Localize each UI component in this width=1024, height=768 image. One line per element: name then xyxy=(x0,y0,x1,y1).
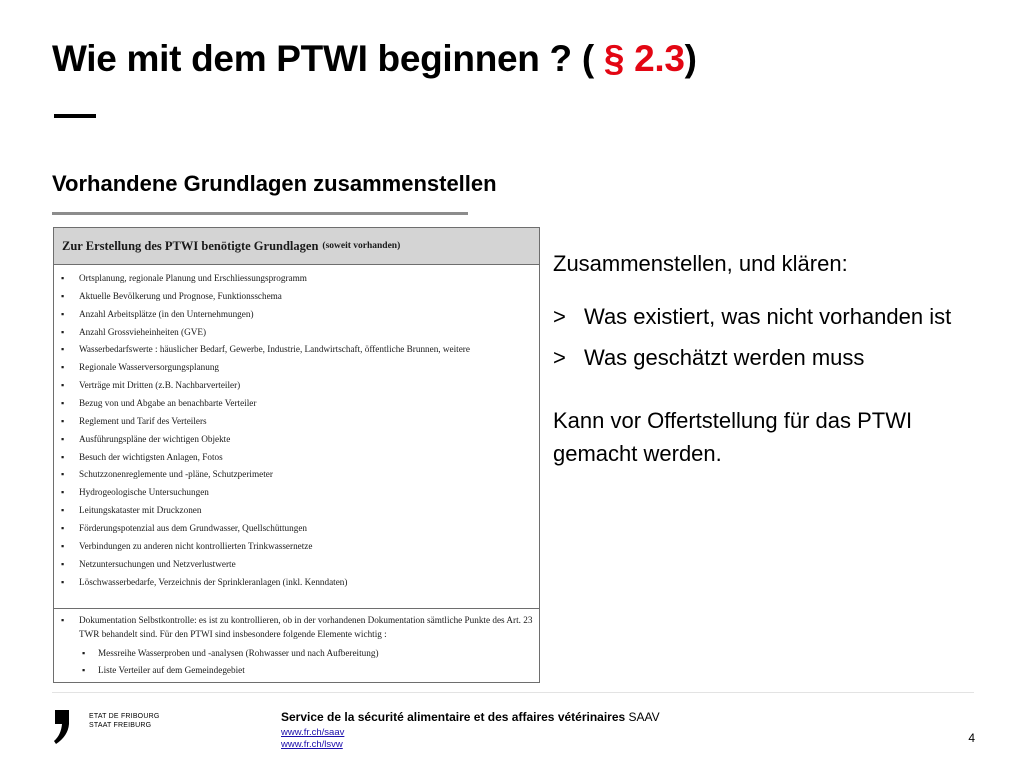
bullet-marker: > xyxy=(553,304,566,329)
table-footer-sub-item: ▪ Messreihe Wasserproben und -analysen (Rohwasser und nach Aufbereitung) xyxy=(54,645,539,662)
page-number: 4 xyxy=(968,731,975,745)
intro-text: Zusammenstellen, und klären: xyxy=(553,251,848,276)
slide-title xyxy=(52,38,697,80)
bullet-item xyxy=(553,341,993,374)
table-row: ▪ Netzuntersuchungen und Netzverlustwerte xyxy=(54,556,539,574)
table-header-title: Zur Erstellung des PTWI benötigte Grundlagen xyxy=(62,238,319,253)
table-header-note: (soweit vorhanden) xyxy=(322,241,401,251)
bullet-text: Was geschätzt werden muss xyxy=(584,345,865,370)
table-row: ▪ Ortsplanung, regionale Planung und Erschliessungsprogramm xyxy=(54,270,539,288)
table-row: ▪ Aktuelle Bevölkerung und Prognose, Funktionsschema xyxy=(54,288,539,306)
logo-line-de: STAAT FREIBURG xyxy=(89,722,152,729)
service-name xyxy=(281,710,660,724)
title-close-paren: ) xyxy=(684,38,697,79)
table-footer-sublist xyxy=(54,645,539,679)
logo-line-fr: ETAT DE FRIBOURG xyxy=(89,713,160,720)
table-row: ▪ Verträge mit Dritten (z.B. Nachbarverteiler) xyxy=(54,377,539,395)
table-row: ▪ Bezug von und Abgabe an benachbarte Verteiler xyxy=(54,395,539,413)
title-dash xyxy=(54,114,96,118)
closing-text: Kann vor Offertstellung für das PTWI gemacht werden. xyxy=(553,408,913,466)
table-row: ▪ Löschwasserbedarfe, Verzeichnis der Sprinkleranlagen (inkl. Kenndaten) xyxy=(54,574,539,592)
table-row: ▪ Hydrogeologische Untersuchungen xyxy=(54,484,539,502)
table-row: ▪ Besuch der wichtigsten Anlagen, Fotos xyxy=(54,449,539,467)
table-row: ▪ Wasserbedarfswerte : häuslicher Bedarf, Gewerbe, Industrie, Landwirtschaft, öffentliche Brunnen, weitere xyxy=(54,341,539,359)
link-saav[interactable]: www.fr.ch/saav xyxy=(281,727,345,738)
bullet-marker: > xyxy=(553,345,566,370)
table-item-list xyxy=(54,265,539,591)
logo-text xyxy=(89,712,159,730)
bullet-list xyxy=(553,300,993,374)
table-footer-sub-item: ▪ Liste Verteiler auf dem Gemeindegebiet xyxy=(54,662,539,679)
bullet-item xyxy=(553,300,993,333)
table-row: ▪ Anzahl Arbeitsplätze (in den Unternehmungen) xyxy=(54,306,539,324)
subtitle-rule xyxy=(52,212,468,215)
footer-links xyxy=(281,727,344,751)
table-row: ▪ Ausführungspläne der wichtigen Objekte xyxy=(54,431,539,449)
table-row: ▪ Förderungspotenzial aus dem Grundwasser, Quellschüttungen xyxy=(54,520,539,538)
fribourg-logo-icon xyxy=(52,710,72,744)
table-row: ▪ Reglement und Tarif des Verteilers xyxy=(54,413,539,431)
table-row: ▪ Leitungskataster mit Druckzonen xyxy=(54,502,539,520)
table-row: ▪ Regionale Wasserversorgungsplanung xyxy=(54,359,539,377)
title-section-reference: § 2.3 xyxy=(603,38,685,79)
table-header xyxy=(54,228,539,265)
bullet-text: Was existiert, was nicht vorhanden ist xyxy=(584,304,952,329)
title-text: Wie mit dem PTWI beginnen ? ( xyxy=(52,38,604,79)
footer-rule xyxy=(52,692,974,693)
slide-subtitle: Vorhandene Grundlagen zusammenstellen xyxy=(52,171,497,196)
table-separator xyxy=(54,608,539,609)
table-footer-note: ▪ Dokumentation Selbstkontrolle: es ist zu kontrollieren, ob in der vorhandenen Dokumentation sämtliche Punkte des Art. 23 TWR behandelt sind. Für den PTWI sind insbesondere folgende Elemente wichtig : xyxy=(54,614,539,641)
service-full-name: Service de la sécurité alimentaire et des affaires vétérinaires xyxy=(281,710,626,724)
table-row: ▪ Verbindungen zu anderen nicht kontrollierten Trinkwassernetze xyxy=(54,538,539,556)
table-row: ▪ Schutzzonenreglemente und -pläne, Schutzperimeter xyxy=(54,466,539,484)
link-lsvw[interactable]: www.fr.ch/lsvw xyxy=(281,739,343,750)
scanned-requirements-table xyxy=(53,227,540,683)
service-abbreviation: SAAV xyxy=(628,710,660,724)
table-row: ▪ Anzahl Grossvieheinheiten (GVE) xyxy=(54,324,539,342)
table-footer xyxy=(54,614,539,679)
explanation-text xyxy=(553,247,993,470)
